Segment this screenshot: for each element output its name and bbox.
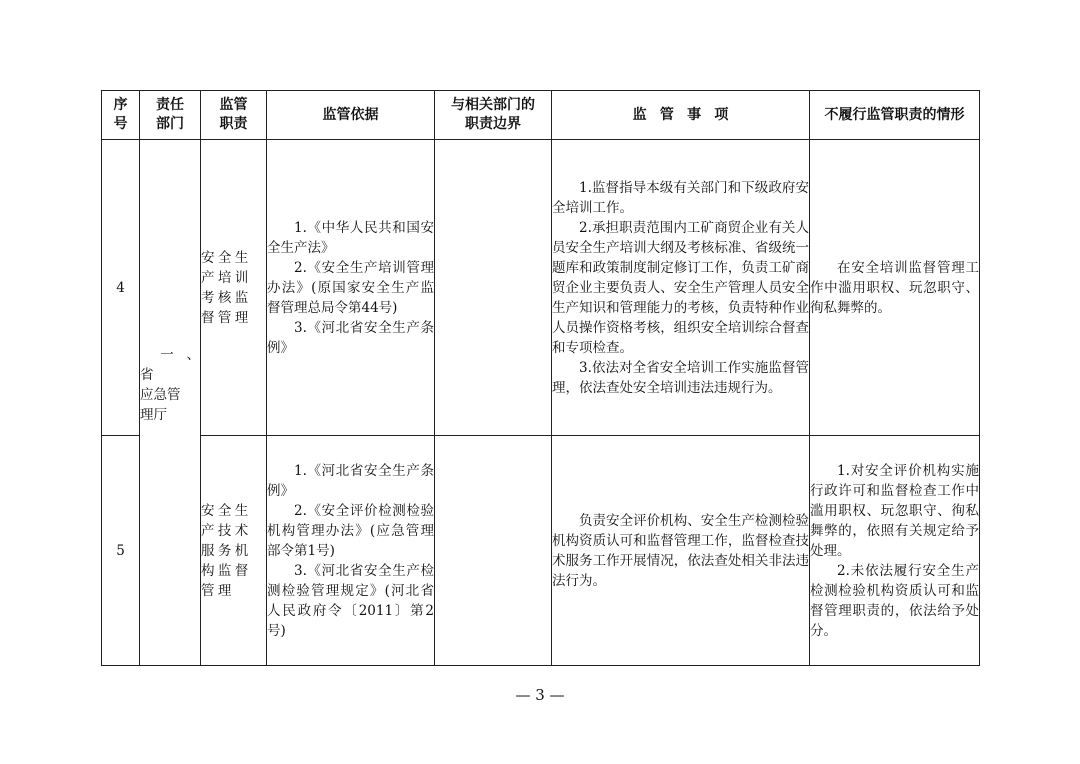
header-basis: 监管依据: [267, 91, 435, 140]
row-boundary: [435, 140, 552, 436]
row-boundary: [435, 436, 552, 666]
header-department: 责任 部门: [140, 91, 201, 140]
header-boundary: 与相关部门的 职责边界: [435, 91, 552, 140]
header-duty: 监管 职责: [201, 91, 267, 140]
page-number: — 3 —: [515, 686, 565, 704]
header-matters: 监 管 事 项: [552, 91, 810, 140]
supervision-duty-table: [101, 90, 980, 666]
table-header-row: [102, 91, 980, 140]
header-failure: 不履行监管职责的情形: [810, 91, 980, 140]
table-row: [102, 140, 980, 436]
row-seq: 5: [102, 436, 140, 666]
row-duty: 安全生 产技术 服务机 构监督 管理: [201, 436, 267, 666]
responsible-department: 一、省 应急管 理厅: [140, 140, 201, 666]
row-matters: 1.监督指导本级有关部门和下级政府安全培训工作。 2.承担职责范围内工矿商贸企业有关人员安全生产培训大纲及考核标准、省级统一题库和政策制度制定修订工作，负责工矿商贸企业主要负责人、安全生产管理人员安全生产知识和管理能力的考核，负责特种作业人员操作资格考核，组织安全培训综合督查和专项检查。 3.依法对全省安全培训工作实施监督管理，依法查处安全培训违法违规行为。: [552, 140, 810, 436]
header-seq: 序 号: [102, 91, 140, 140]
row-seq: 4: [102, 140, 140, 436]
row-failure: 在安全培训监督管理工作中滥用职权、玩忽职守、徇私舞弊的。: [810, 140, 980, 436]
row-basis: 1.《河北省安全生产条例》 2.《安全评价检测检验机构管理办法》(应急管理部令第1号) 3.《河北省安全生产检测检验管理规定》(河北省人民政府令〔2011〕第2号): [267, 436, 435, 666]
row-matters: 负责安全评价机构、安全生产检测检验机构资质认可和监督管理工作，监督检查技术服务工作开展情况，依法查处相关非法违法行为。: [552, 436, 810, 666]
row-failure: 1.对安全评价机构实施行政许可和监督检查工作中滥用职权、玩忽职守、徇私舞弊的，依照有关规定给予处理。 2.未依法履行安全生产检测检验机构资质认可和监督管理职责的，依法给予处分。: [810, 436, 980, 666]
table-row: [102, 436, 980, 666]
row-duty: 安全生 产培训 考核监 督管理: [201, 140, 267, 436]
row-basis: 1.《中华人民共和国安全生产法》 2.《安全生产培训管理办法》(原国家安全生产监督管理总局令第44号) 3.《河北省安全生产条例》: [267, 140, 435, 436]
